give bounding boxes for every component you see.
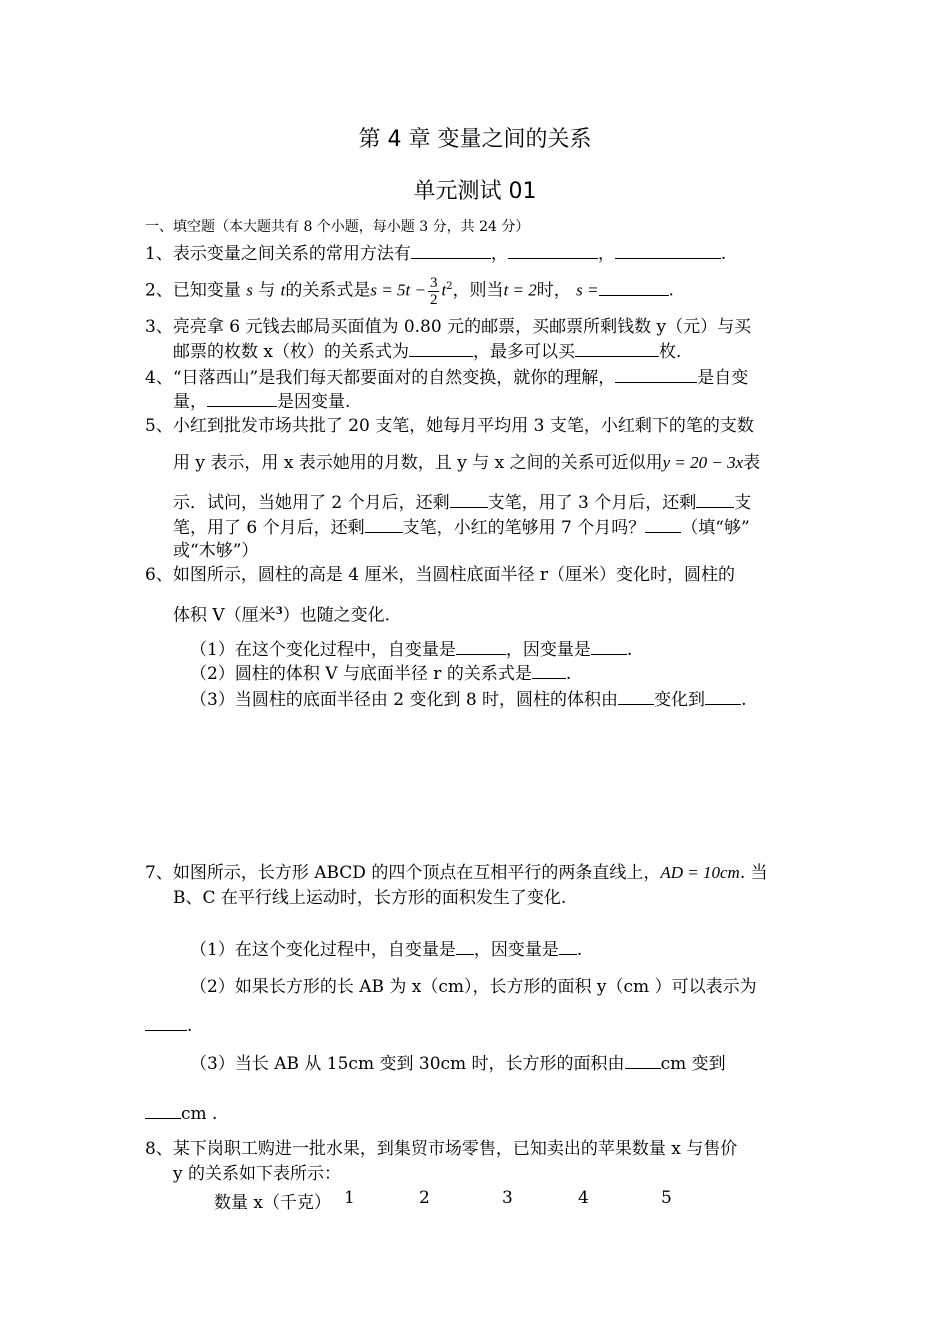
table-cell: 2 xyxy=(419,1188,430,1208)
question-3-line-2: 邮票的枚数 x（枚）的关系式为 ，最多可以买 枚. xyxy=(173,342,682,362)
question-3-line-1: 3、亮亮拿 6 元钱去邮局买面值为 0.80 元的邮票，买邮票所剩钱数 y（元）与买 xyxy=(145,317,752,337)
answer-blank[interactable] xyxy=(411,242,491,259)
table-cell: 5 xyxy=(661,1188,672,1208)
table-cell: 4 xyxy=(578,1188,589,1208)
answer-blank[interactable] xyxy=(591,638,627,655)
price-table-row xyxy=(214,1188,694,1213)
question-1: 1、表示变量之间关系的常用方法有 ， ， . xyxy=(145,244,727,264)
answer-blank[interactable] xyxy=(618,688,654,705)
question-4-line-2: 量， 是因变量. xyxy=(173,392,351,412)
answer-blank[interactable] xyxy=(450,491,488,508)
question-7-part-2-answer: . xyxy=(145,1014,192,1037)
question-5-line-1: 5、小红到批发市场共批了 20 支笔，她每月平均用 3 支笔，小红剩下的笔的支数 xyxy=(145,416,754,436)
page-subtitle: 单元测试 01 xyxy=(413,179,537,204)
question-6-line-2: 体积 V（厘米$^3$）也随之变化. xyxy=(173,605,391,626)
question-7-part-2: （2）如果长方形的长 AB 为 x（cm），长方形的面积 y（cm ）可以表示为 xyxy=(190,977,757,997)
question-2: 2、已知变量 s 与 t的关系式是s = 5t − $\frac{3}{2}$ $t^2$，则当t = 2时， s = . xyxy=(145,274,674,308)
answer-blank[interactable] xyxy=(456,638,506,655)
answer-blank[interactable] xyxy=(456,938,474,955)
question-4-line-1: 4、“日落西山”是我们每天都要面对的自然变换，就你的理解， 是自变 xyxy=(145,368,749,388)
answer-blank[interactable] xyxy=(145,1102,181,1119)
answer-blank[interactable] xyxy=(207,390,277,407)
page-title: 第 4 章 变量之间的关系 xyxy=(358,127,592,152)
question-5-line-4: 笔，用了 6 个月后，还剩 支笔，小红的笔够用 7 个月吗？ （填“够” xyxy=(173,518,750,538)
question-5-line-3: 示．试问，当她用了 2 个月后，还剩 支笔，用了 3 个月后，还剩 支 xyxy=(173,493,752,513)
answer-blank[interactable] xyxy=(615,366,697,383)
question-6-part-1: （1）在这个变化过程中，自变量是 ，因变量是 . xyxy=(190,640,633,660)
question-5-line-2: 用 y 表示，用 x 表示她用的月数，且 y 与 x 之间的关系可近似用y = 20 − 3x表 xyxy=(173,453,761,473)
question-8-line-2: y 的关系如下表所示： xyxy=(173,1164,342,1184)
answer-blank[interactable] xyxy=(508,242,598,259)
question-7-part-3-answer: cm . xyxy=(145,1102,217,1125)
answer-blank[interactable] xyxy=(615,242,721,259)
table-header-cell: 数量 x（千克） xyxy=(214,1193,331,1213)
fraction: $\frac{3}{2}$ xyxy=(429,274,438,308)
question-5-line-5: 或“木够”） xyxy=(173,541,259,561)
table-cell: 3 xyxy=(502,1188,513,1208)
answer-blank[interactable] xyxy=(409,340,473,357)
question-6-line-1: 6、如图所示，圆柱的高是 4 厘米，当圆柱底面半径 r（厘米）变化时，圆柱的 xyxy=(145,565,735,585)
question-8-line-1: 8、某下岗职工购进一批水果，到集贸市场零售，已知卖出的苹果数量 x 与售价 xyxy=(145,1139,738,1159)
question-6-part-2: （2）圆柱的体积 V 与底面半径 r 的关系式是 . xyxy=(190,664,572,684)
answer-blank[interactable] xyxy=(625,1052,661,1069)
answer-blank[interactable] xyxy=(559,938,577,955)
answer-blank[interactable] xyxy=(532,662,566,679)
question-7-part-3: （3）当长 AB 从 15cm 变到 30cm 时，长方形的面积由 cm 变到 xyxy=(190,1054,726,1074)
question-7-line-2: B、C 在平行线上运动时，长方形的面积发生了变化. xyxy=(173,888,567,908)
answer-blank[interactable] xyxy=(365,516,403,533)
table-cell: 1 xyxy=(344,1188,355,1208)
question-6-part-3: （3）当圆柱的底面半径由 2 变化到 8 时，圆柱的体积由 变化到 . xyxy=(190,690,747,710)
answer-blank[interactable] xyxy=(145,1014,187,1031)
answer-blank[interactable] xyxy=(696,491,734,508)
section-heading: 一、填空题（本大题共有 8 个小题，每小题 3 分，共 24 分） xyxy=(145,219,530,235)
answer-blank[interactable] xyxy=(705,688,741,705)
question-7-part-1: （1）在这个变化过程中，自变量是 ，因变量是 . xyxy=(190,940,583,960)
answer-blank[interactable] xyxy=(599,279,669,296)
question-7-line-1: 7、如图所示，长方形 ABCD 的四个顶点在互相平行的两条直线上，AD = 10cm. 当 xyxy=(145,863,768,883)
answer-blank[interactable] xyxy=(645,516,681,533)
answer-blank[interactable] xyxy=(575,340,659,357)
